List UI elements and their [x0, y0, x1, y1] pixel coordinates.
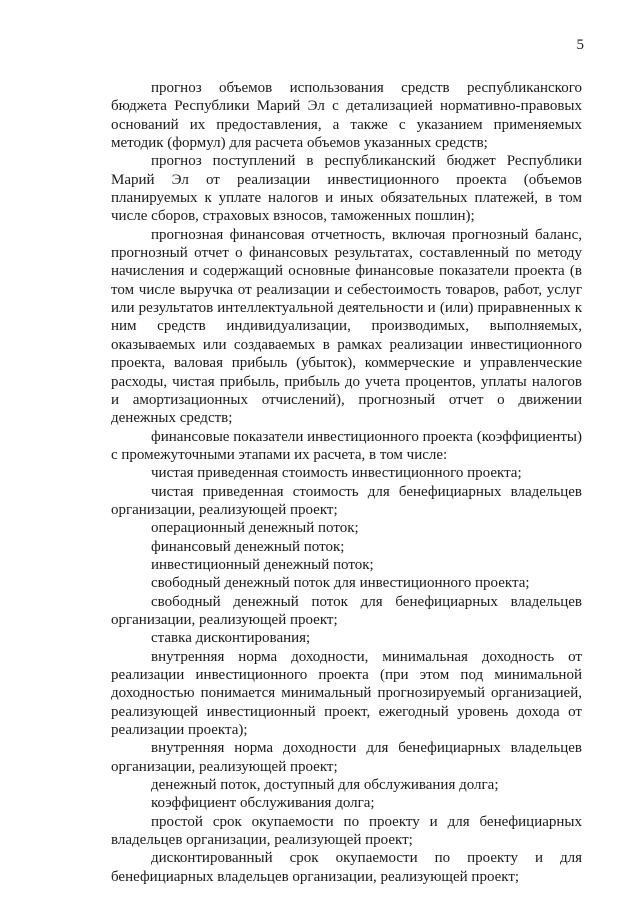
paragraph-revenue-forecast: прогноз поступлений в республиканский бюджет Республики Марий Эл от реализации инвестиционного проекта (объемов планируемых к уплате налогов и иных обязательных платежей, в том числе сборов, страховых взносов, таможенных пошлин);	[111, 153, 582, 225]
page-number: 5	[576, 37, 584, 53]
list-item-debt-service-coverage: коэффициент обслуживания долга;	[151, 795, 375, 812]
list-item-irr-minimum-yield: внутренняя норма доходности, минимальная доходность от реализации инвестиционного проекта (при этом под минимальной доходностью понимается минимальный прогнозируемый организацией, реализующей инвестиционный проект, ежегодный уровень дохода от реализации проекта);	[111, 648, 582, 739]
document-body	[111, 79, 582, 886]
list-item-npv-beneficiaries: чистая приведенная стоимость для бенефициарных владельцев организации, реализующей проект;	[111, 483, 582, 518]
list-item-free-cash-flow-project: свободный денежный поток для инвестиционного проекта;	[151, 575, 530, 592]
list-item-investing-cash-flow: инвестиционный денежный поток;	[151, 556, 374, 573]
list-item-npv-project: чистая приведенная стоимость инвестиционного проекта;	[151, 465, 522, 482]
list-item-cash-flow-debt-service: денежный поток, доступный для обслуживания долга;	[151, 777, 499, 794]
list-item-free-cash-flow-beneficiaries: свободный денежный поток для бенефициарных владельцев организации, реализующей проект;	[111, 593, 582, 628]
list-item-discount-rate: ставка дисконтирования;	[151, 630, 311, 647]
list-item-simple-payback: простой срок окупаемости по проекту и для бенефициарных владельцев организации, реализующей проект;	[111, 813, 582, 849]
paragraph-budget-forecast: прогноз объемов использования средств республиканского бюджета Республики Марий Эл с детализацией нормативно-правовых оснований их предоставления, а также с указанием применяемых методик (формул) для расчета объемов указанных средств;	[111, 80, 582, 152]
list-item-financing-cash-flow: финансовый денежный поток;	[151, 538, 345, 555]
list-item-discounted-payback: дисконтированный срок окупаемости по проекту и для бенефициарных владельцев организации, реализующей проект;	[111, 850, 582, 885]
list-item-irr-beneficiaries: внутренняя норма доходности для бенефициарных владельцев организации, реализующей проект;	[111, 740, 582, 775]
paragraph-financial-statements: прогнозная финансовая отчетность, включая прогнозный баланс, прогнозный отчет о финансовых результатах, составленный по методу начисления и содержащий основные финансовые показатели проекта (в том числе выручка от реализации и себестоимость товаров, работ, услуг или результатов интеллектуальной деятельности и (или) приравненных к ним средств индивидуализации, производимых, выполняемых, оказываемых или создаваемых в рамках реализации инвестиционного проекта, валовая прибыль (убыток), коммерческие и управленческие расходы, чистая прибыль, прибыль до учета процентов, уплаты налогов и амортизационных отчислений), прогнозный отчет о движении денежных средств;	[111, 226, 582, 427]
paragraph-financial-indicators: финансовые показатели инвестиционного проекта (коэффициенты) с промежуточными этапами их расчета, в том числе:	[111, 428, 582, 463]
list-item-operating-cash-flow: операционный денежный поток;	[151, 520, 359, 537]
